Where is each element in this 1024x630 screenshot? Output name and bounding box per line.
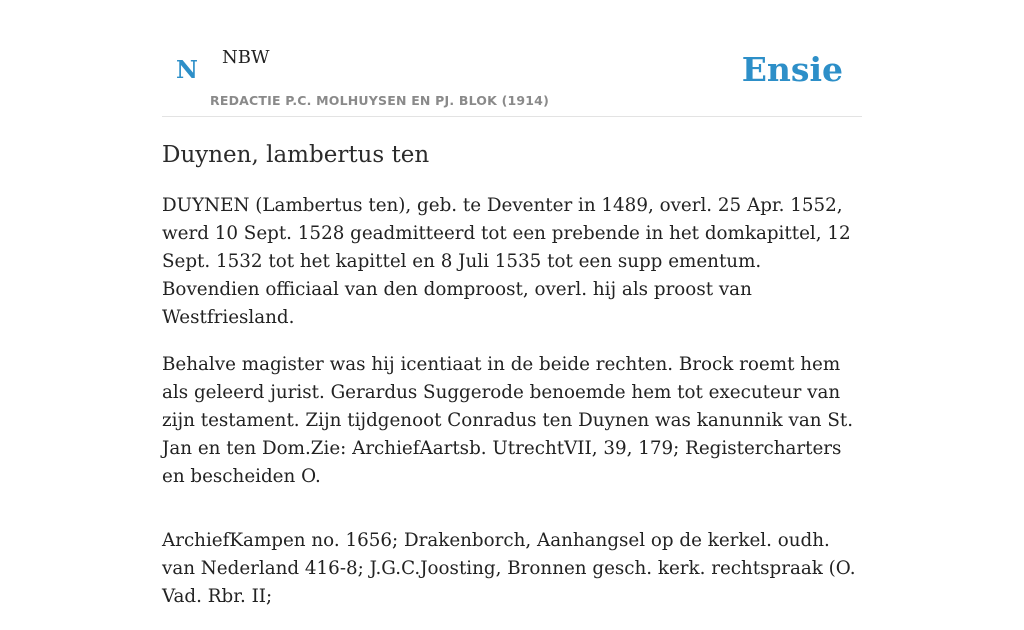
header	[162, 0, 862, 117]
source-editors: REDACTIE P.C. MOLHUYSEN EN PJ. BLOK (1914)	[210, 93, 549, 108]
article-paragraph: DUYNEN (Lambertus ten), geb. te Deventer in 1489, overl. 25 Apr. 1552, werd 10 Sept. 1528 geadmitteerd tot een prebende in het domkapittel, 12 Sept. 1532 tot het kapittel en 8 Juli 1535 tot een supp ementum. Bovendien officiaal van den domproost, overl. hij als proost van Westfriesland.	[162, 195, 851, 328]
article-paragraph: ArchiefKampen no. 1656; Drakenborch, Aanhangsel op de kerkel. oudh. van Nederland 416-8; J.G.C.Joosting, Bronnen gesch. kerk. rechtspraak (O. Vad. Rbr. II;	[162, 530, 856, 607]
article-title: Duynen, lambertus ten	[162, 142, 430, 168]
ensie-logo[interactable]: Ensie	[741, 50, 843, 89]
source-title[interactable]: NBW	[222, 47, 270, 68]
article-body	[162, 192, 862, 630]
category-badge: N	[176, 55, 198, 84]
article-paragraph: Behalve magister was hij icentiaat in de beide rechten. Brock roemt hem als geleerd jurist. Gerardus Suggerode benoemde hem tot executeur van zijn testament. Zijn tijdgenoot Conradus ten Duynen was kanunnik van St. Jan en ten Dom.Zie: ArchiefAartsb. UtrechtVII, 39, 179; Registercharters en bescheiden O.	[162, 354, 854, 487]
